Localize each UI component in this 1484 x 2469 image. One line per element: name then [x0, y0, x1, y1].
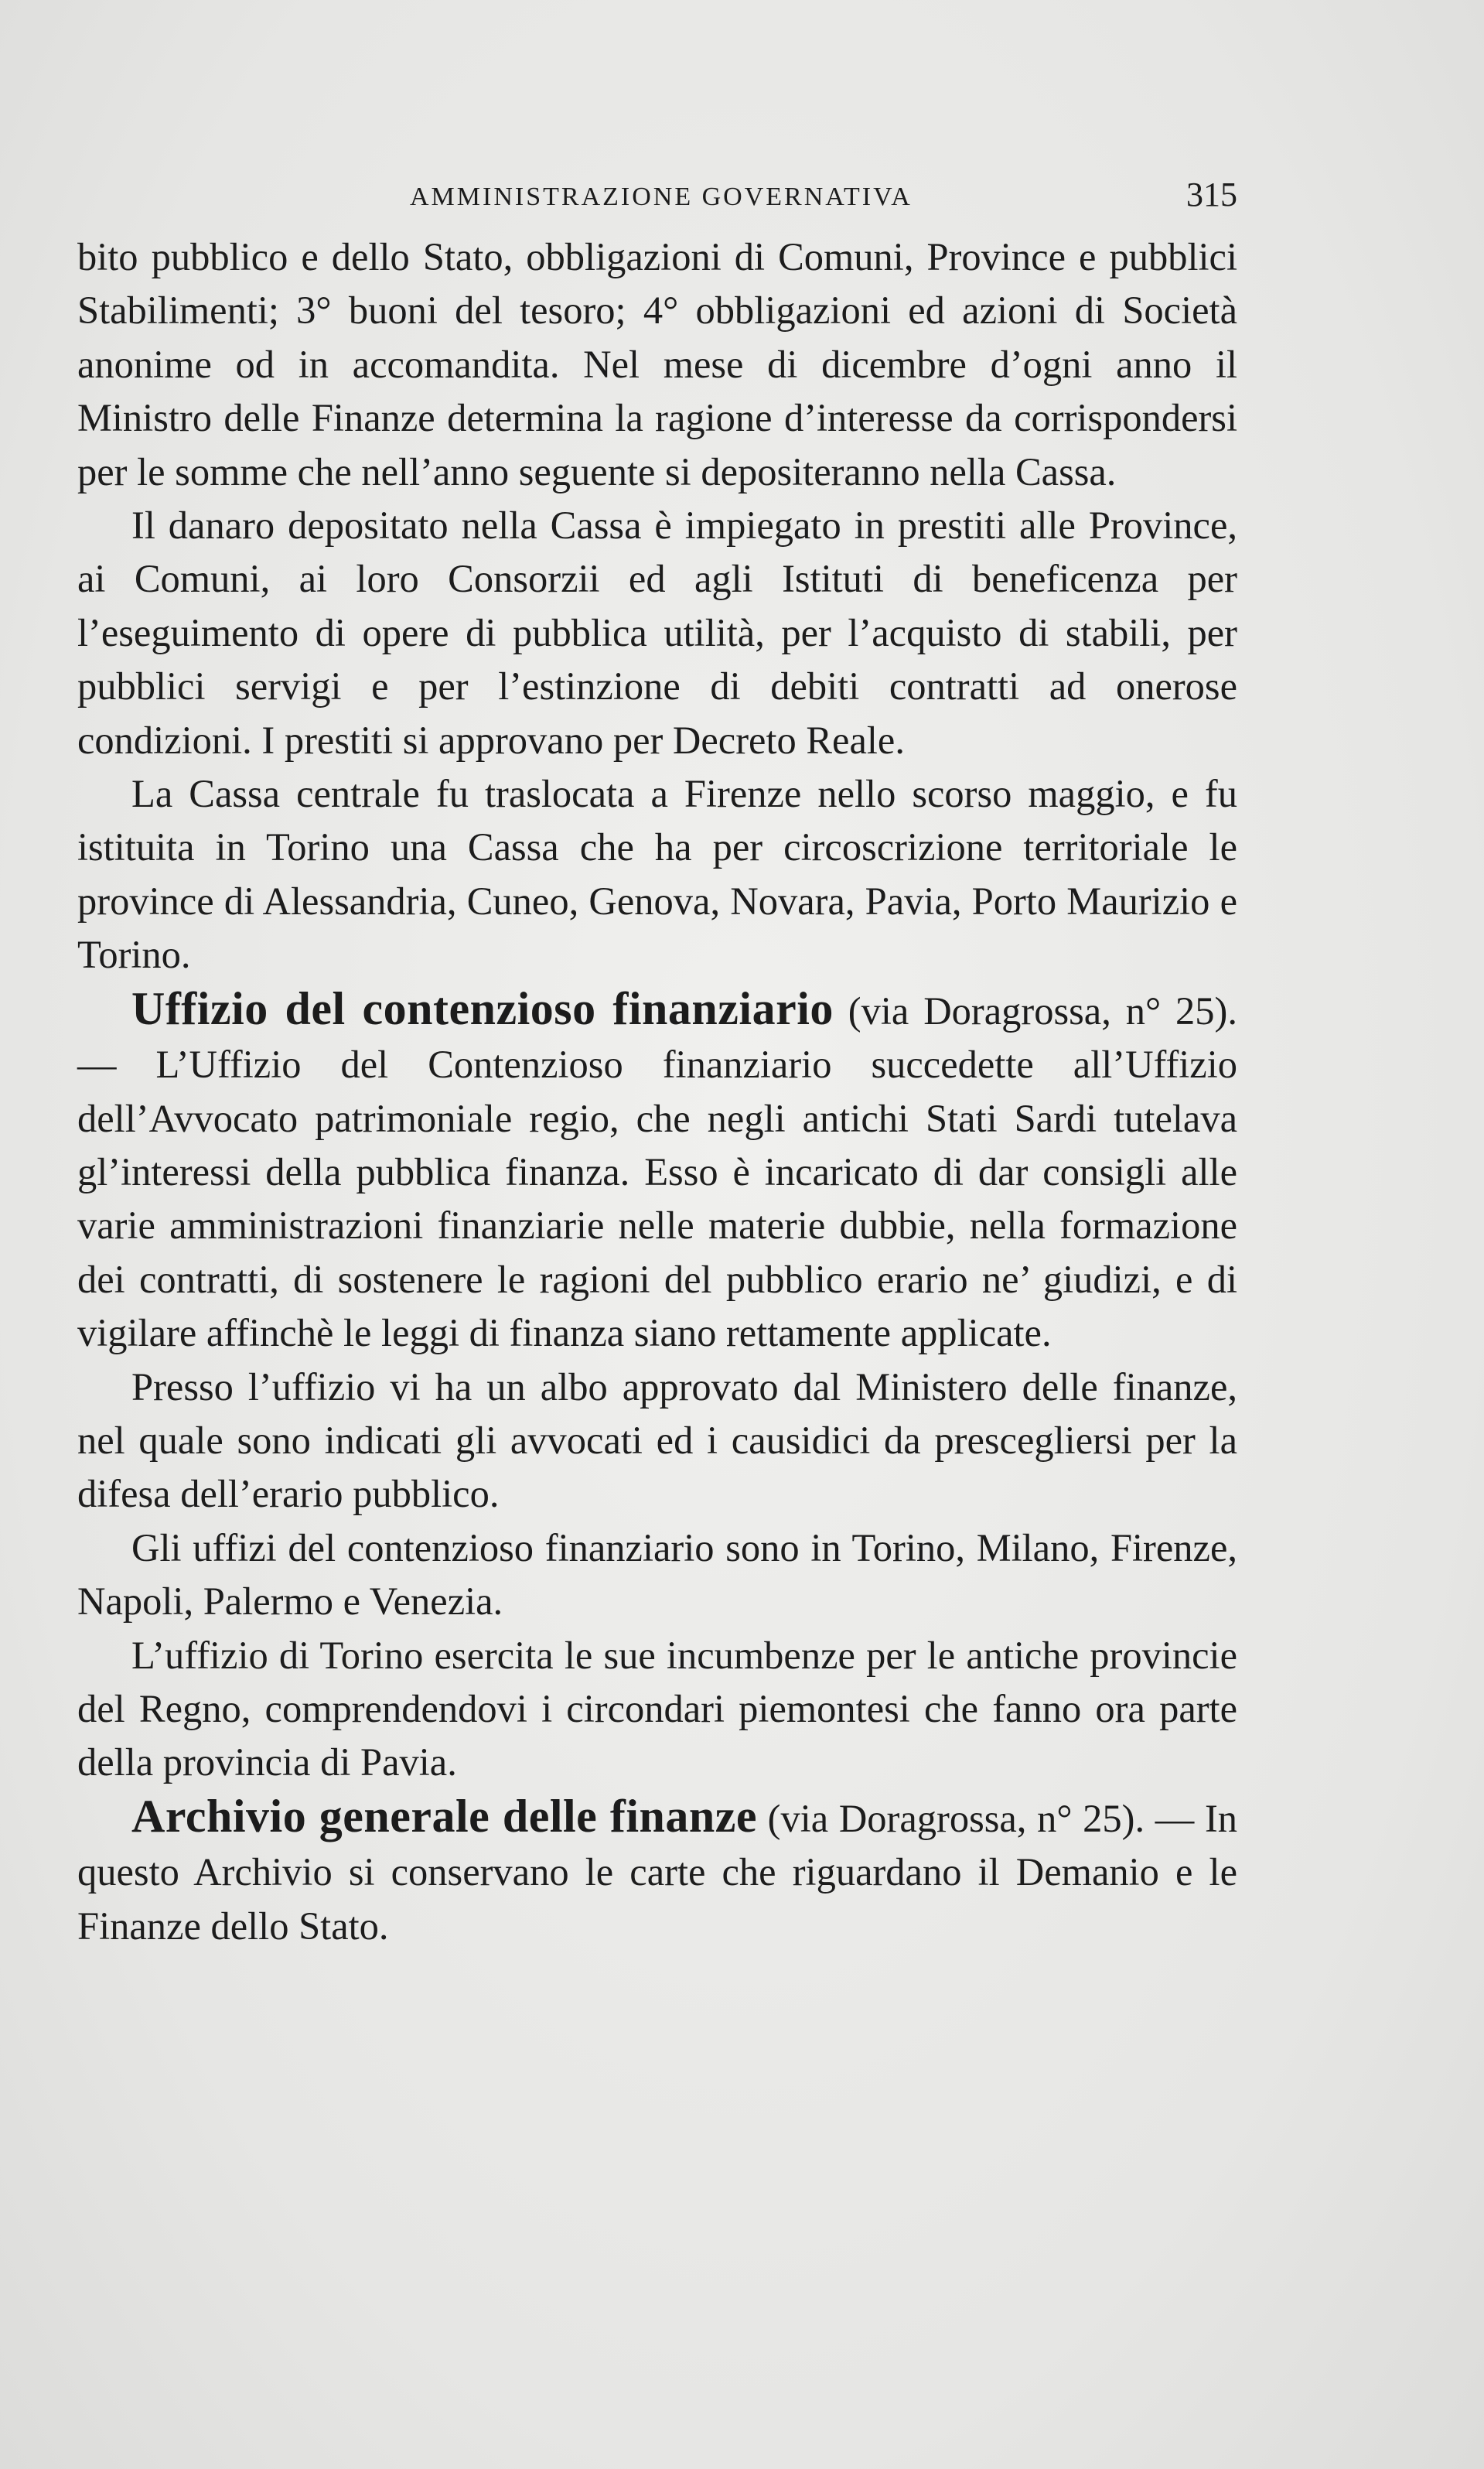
paragraph-text: L’uffizio di Torino esercita le sue incumbenze per le antiche provincie del Regno, comprendendovi i circondari piemontesi che fanno ora parte della provincia di Pavia. [77, 1633, 1237, 1784]
paragraph-3 [77, 767, 1237, 982]
paragraph-7 [77, 1629, 1237, 1790]
section-heading-archivio: Archivio generale delle finanze [131, 1790, 757, 1842]
paragraph-8 [77, 1790, 1237, 1953]
paragraph-text: bito pubblico e dello Stato, obbligazioni di Comuni, Province e pubblici Stabilimenti; 3° buoni del tesoro; 4° obbligazioni ed azioni di Società anonime od in accomandita. Nel mese di dicembre d’ogni anno il Ministro delle Finanze determina la ragione d’interesse da corrispondersi per le somme che nell’anno seguente si depositeranno nella Cassa. [77, 235, 1237, 493]
paragraph-text: Presso l’uffizio vi ha un albo approvato dal Ministero delle finanze, nel quale sono indicati gli avvocati ed i causidici da prescegliersi per la difesa dell’erario pubblico. [77, 1364, 1237, 1516]
section-heading-contenzioso: Uffizio del contenzioso finanziario [131, 982, 834, 1034]
page-header [77, 172, 1237, 226]
paragraph-5 [77, 1361, 1237, 1521]
paragraph-6 [77, 1521, 1237, 1629]
paragraph-text: Il danaro depositato nella Cassa è impiegato in prestiti alle Province, ai Comuni, ai loro Consorzii ed agli Istituti di beneficenza per l’eseguimento di opere di pubblica utilità, per l’acquisto di stabili, per pubblici servigi e per l’estinzione di debiti contratti ad onerose condizioni. I prestiti si approvano per Decreto Reale. [77, 504, 1237, 762]
paragraph-2 [77, 499, 1237, 767]
paragraph-text: La Cassa centrale fu traslocata a Firenze nello scorso maggio, e fu istituita in Torino una Cassa che ha per circoscrizione territoriale le province di Alessandria, Cuneo, Genova, Novara, Pavia, Porto Maurizio e Torino. [77, 772, 1237, 977]
paragraph-4 [77, 982, 1237, 1361]
paragraph-1 [77, 231, 1237, 499]
running-head: AMMINISTRAZIONE GOVERNATIVA [410, 183, 913, 211]
paragraph-text: (via Doragrossa, n° 25). — L’Uffizio del Contenzioso finanziario succedette all’Uffizio dell’Avvocato patrimoniale regio, che negli antichi Stati Sardi tutelava gl’interessi della pubblica finanza. Esso è incaricato di dar consigli alle varie amministrazioni finanziarie nelle materie dubbie, nella formazione dei contratti, di sostenere le ragioni del pubblico erario ne’ giudizi, e di vigilare affinchè le leggi di finanza siano rettamente applicate. [77, 989, 1237, 1355]
paragraph-text: Gli uffizi del contenzioso finanziario sono in Torino, Milano, Firenze, Napoli, Palermo e Venezia. [77, 1525, 1237, 1624]
paragraph-text: (via Doragrossa, n° 25). — In questo Archivio si conservano le carte che riguardano il Demanio e le Finanze dello Stato. [77, 1796, 1238, 1948]
page-number: 315 [1186, 176, 1237, 213]
body-text [77, 231, 1237, 1953]
